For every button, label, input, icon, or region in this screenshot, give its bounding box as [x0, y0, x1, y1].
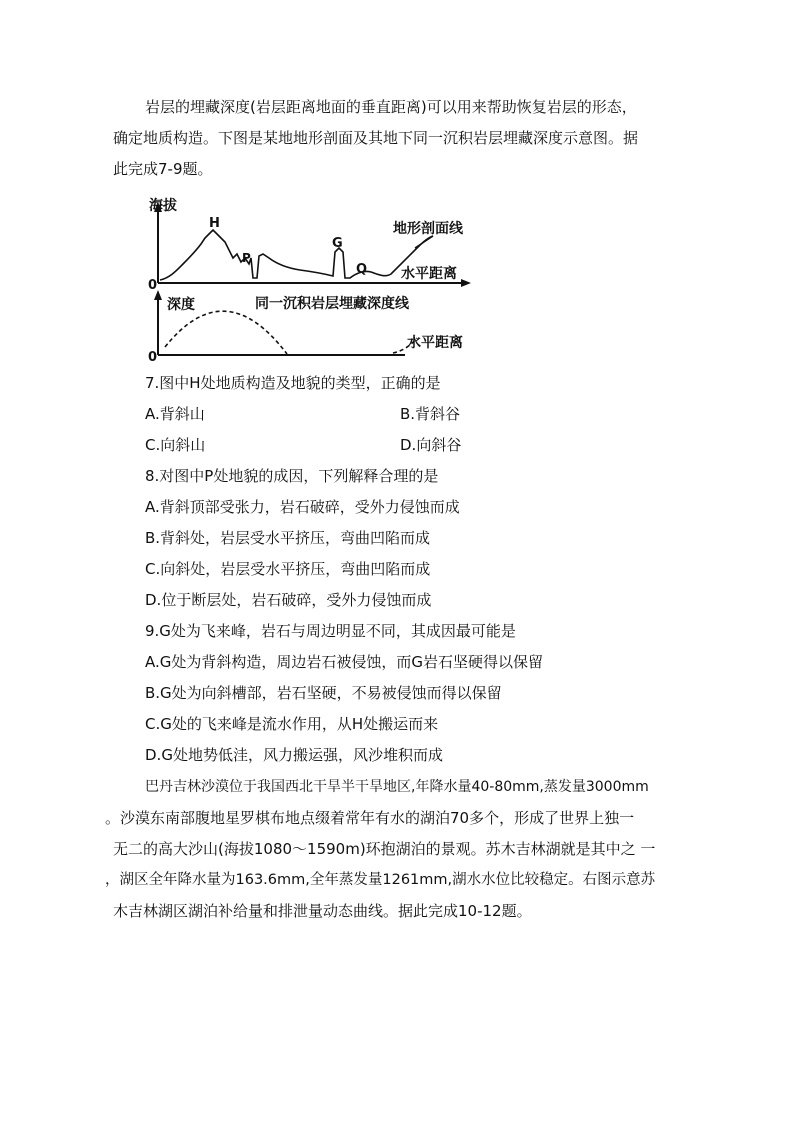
question-7-option-a: A.背斜山 — [145, 405, 205, 423]
depth-line-left — [165, 311, 287, 354]
label-P: P — [242, 251, 251, 265]
label-H: H — [209, 216, 220, 231]
question-9-stem: 9.G处为飞来峰，岩石与周边明显不同，其成因最可能是 — [145, 622, 516, 640]
passage1-line-3: 此完成7-9题。 — [113, 160, 213, 178]
passage2-line-4: ，湖区全年降水量为163.6mm,全年蒸发量1261mm,湖水水位比较稳定。右图示意苏 — [105, 872, 656, 888]
passage2-line-2: 。沙漠东南部腹地星罗棋布地点缀着常年有水的湖泊70多个，形成了世界上独一 — [105, 809, 635, 827]
bottom-x-axis-label: 水平距离 — [407, 335, 463, 351]
depth-line-label: 同一沉积岩层埋藏深度线 — [255, 296, 409, 312]
label-G: G — [332, 236, 343, 251]
question-7-option-d: D.向斜谷 — [400, 436, 462, 454]
passage2-line-5: 木吉林湖区湖泊补给量和排泄量动态曲线。据此完成10-12题。 — [113, 902, 532, 920]
question-9-option-b: B.G处为向斜槽部，岩石坚硬，不易被侵蚀而得以保留 — [145, 684, 502, 702]
question-8-stem: 8.对图中P处地貌的成因，下列解释合理的是 — [145, 467, 439, 485]
question-8-option-a: A.背斜顶部受张力，岩石破碎，受外力侵蚀而成 — [145, 498, 460, 516]
top-origin-label: 0 — [148, 278, 158, 293]
label-Q: Q — [356, 262, 368, 277]
bottom-origin-label: 0 — [148, 350, 158, 365]
question-8-option-c: C.向斜处，岩层受水平挤压，弯曲凹陷而成 — [145, 560, 431, 578]
bottom-axis-label: 深度 — [167, 297, 195, 313]
question-9-option-a: A.G处为背斜构造，周边岩石被侵蚀，而G岩石坚硬得以保留 — [145, 653, 544, 671]
question-9-option-c: C.G处的飞来峰是流水作用，从H处搬运而来 — [145, 715, 439, 733]
top-x-axis-label: 水平距离 — [401, 266, 457, 282]
terrain-label-pointer — [415, 236, 433, 248]
passage2-line-1: 巴丹吉林沙漠位于我国西北干旱半干旱地区,年降水量40-80mm,蒸发量3000mm — [145, 779, 649, 795]
passage1-line-1: 岩层的埋藏深度(岩层距离地面的垂直距离)可以用来帮助恢复岩层的形态， — [145, 98, 637, 116]
top-x-axis-arrow — [461, 279, 471, 287]
passage2-line-3: 无二的高大沙山(海拔1080～1590m)环抱湖泊的景观。苏木吉林湖就是其中之 一 — [113, 840, 656, 858]
terrain-profile-line — [160, 230, 433, 280]
question-7-option-c: C.向斜山 — [145, 436, 206, 454]
question-8-option-b: B.背斜处，岩层受水平挤压，弯曲凹陷而成 — [145, 529, 431, 547]
question-9-option-d: D.G处地势低洼，风力搬运强，风沙堆积而成 — [145, 746, 443, 764]
question-8-option-d: D.位于断层处，岩石破碎，受外力侵蚀而成 — [145, 591, 432, 609]
terrain-profile-figure — [145, 192, 485, 367]
terrain-line-label: 地形剖面线 — [393, 221, 463, 237]
passage1-line-2: 确定地质构造。下图是某地地形剖面及其地下同一沉积岩层埋藏深度示意图。据 — [113, 129, 639, 147]
question-7-option-b: B.背斜谷 — [400, 405, 461, 423]
question-7-stem: 7.图中H处地质构造及地貌的类型，正确的是 — [145, 374, 441, 392]
top-axis-label: 海拔 — [149, 198, 177, 214]
